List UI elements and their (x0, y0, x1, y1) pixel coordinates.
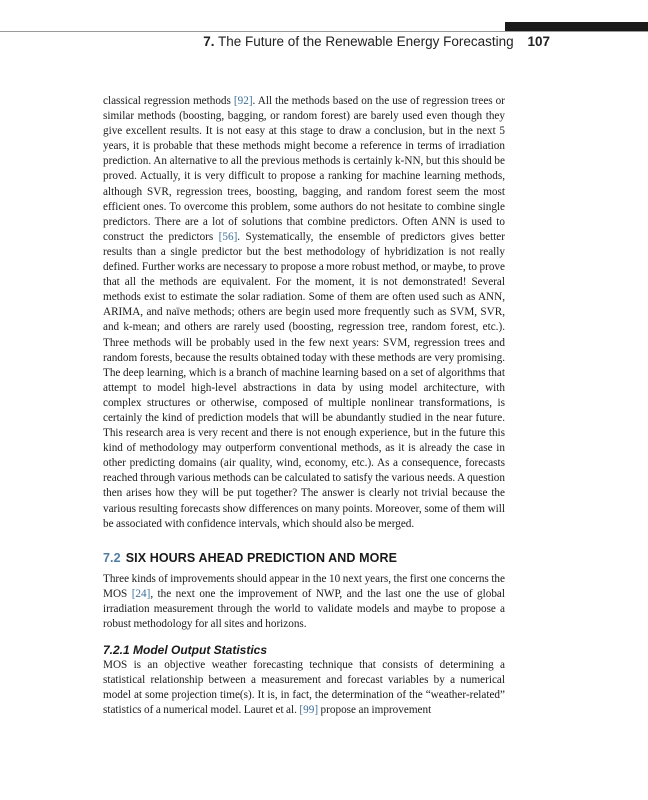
running-header (0, 34, 550, 49)
chapter-number: 7. (203, 34, 215, 49)
chapter-title: The Future of the Renewable Energy Forecasting (218, 34, 514, 49)
paragraph-text: . Systematically, the ensemble of predictors gives better results than a single predictor but the best methodology of hybridization is not really defined. Further works are necessary to propose a more robust method, or maybe, to prove that all the methods are equivalent. For the moment, it is not demonstrated! Several methods exist to estimate the solar radiation. Some of them are often used such as ANN, ARIMA, and naïve methods; others are begin used more frequently such as SVM, SVR, and k-mean; and others are rarely used (boosting, regression tree, random forest, etc.). Three methods will be probably used in the few next years: SVM, regression trees and random forests, because the results obtained today with these methods are very promising. The deep learning, which is a branch of machine learning based on a set of algorithms that attempt to model high-level abstractions in data by using model architecture, with complex structures or otherwise, composed of multiple nonlinear transformations, is certainly the kind of prediction models that will be abundantly studied in the near future. This research area is very recent and there is not enough experience, but in the future this kind of methodology may outperform conventional methods, as it is already the case in other predicting domains (air quality, wind, economy, etc.). As a consequence, forecasts reached through various methods can be calculated to satisfy the various needs. A question then arises how they will be put together? The answer is clearly not trivial because the various resulting forecasts show differences on many points. Moreover, some of them will be associated with confidence intervals, which should also be merged. (103, 230, 505, 530)
paragraph-text: propose an improvement (318, 704, 432, 717)
body-paragraph-3 (103, 658, 505, 718)
paragraph-text: MOS is an objective weather forecasting technique that consists of determining a statistical relationship between a measurement and forecast variables by a numerical model at some projection time(s). It is, in fact, the determination of the “weather-related” statistics of a numerical model. Lauret et al. (103, 659, 505, 717)
paragraph-text: classical regression methods (103, 95, 234, 107)
subsection-heading: 7.2.1 Model Output Statistics (103, 643, 268, 658)
section-heading (103, 551, 505, 565)
citation-link[interactable]: [24] (131, 587, 151, 600)
citation-link[interactable]: [92] (233, 95, 253, 107)
section-number: 7.2 (103, 550, 121, 565)
body-paragraph-1 (103, 94, 505, 532)
paragraph-text: . All the methods based on the use of regression trees or similar methods (boosting, bagging, or random forest) are barely used even though they give excellent results. It is not easy at this stage to draw a conclusion, but in the next 5 years, it is probable that these methods might become a reference in terms of irradiation prediction. An alternative to all the previous methods is certainly k-NN, but this should be proved. Actually, it is very difficult to propose a ranking for machine learning methods, although SVR, regression trees, boosting, bagging, and random forest seem the most efficient ones. To overcome this problem, some authors do not hesitate to combine single predictors. There are a lot of solutions that combine predictors. Often ANN is used to construct the predictors (103, 95, 505, 243)
section-title: SIX HOURS AHEAD PREDICTION AND MORE (125, 550, 398, 565)
header-bar (505, 22, 648, 31)
paragraph-text: , the next one the improvement of NWP, and the last one the use of global irradiation measurement through the world to validate models and maybe to propose a robust methodology for all sites and horizons. (103, 587, 506, 630)
body-paragraph-2 (103, 572, 505, 632)
citation-link[interactable]: [99] (299, 704, 319, 717)
citation-link[interactable]: [56] (218, 230, 238, 243)
page-number: 107 (527, 34, 550, 49)
page-body (103, 94, 505, 718)
paragraph-text: Three kinds of improvements should appear in the 10 next years, the first one concerns the MOS (103, 572, 505, 600)
header-rule (0, 31, 648, 32)
